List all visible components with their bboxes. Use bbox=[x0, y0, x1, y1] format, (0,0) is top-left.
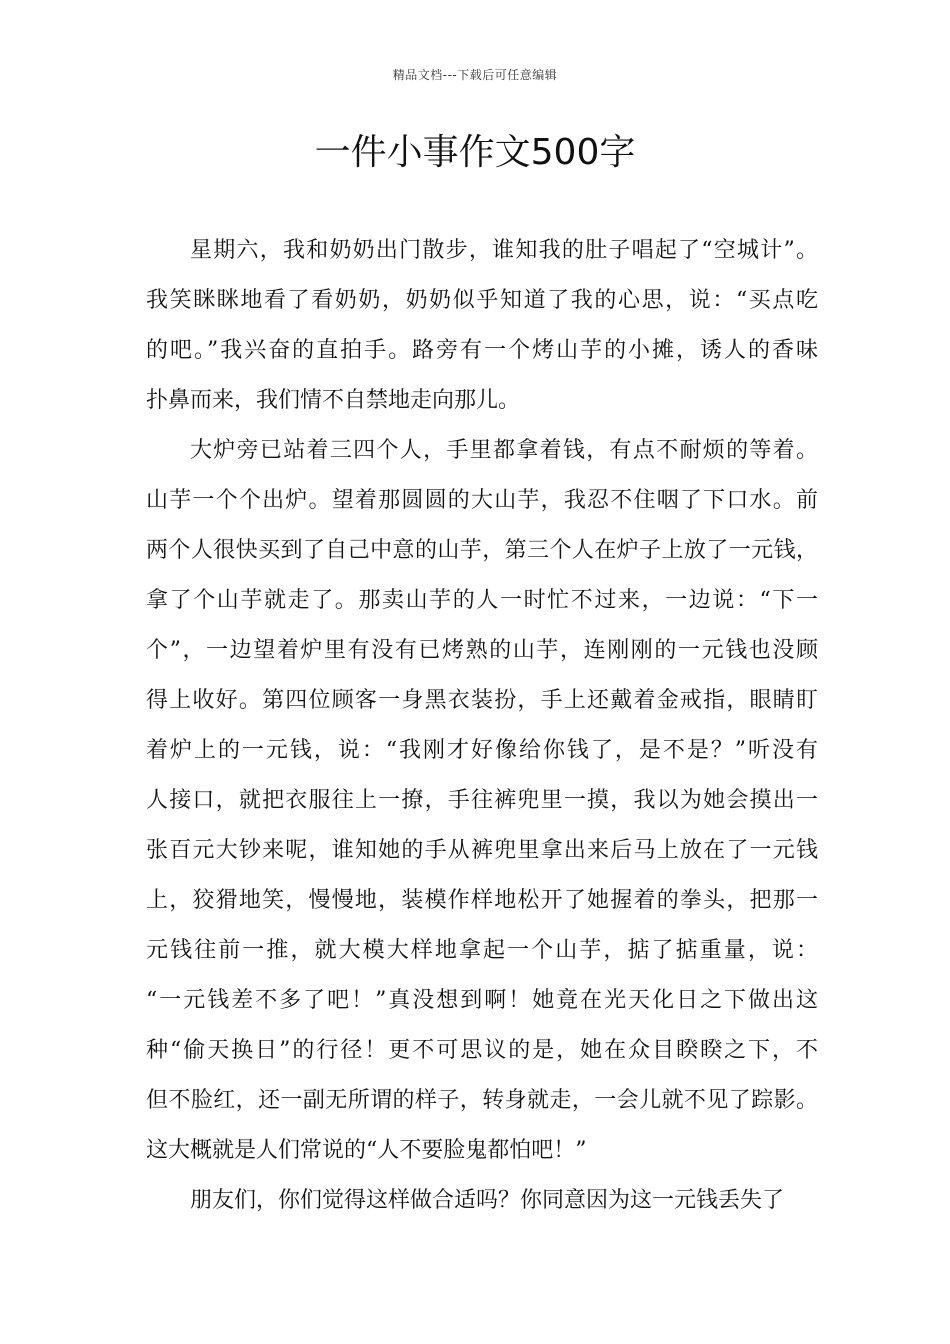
paragraph-line: 种“偷天换日”的行径！更不可思议的是，她在众目睽睽之下，不 bbox=[146, 1038, 818, 1063]
paragraph-line: 的吧。”我兴奋的直拍手。路旁有一个烤山芋的小摊，诱人的香味 bbox=[146, 338, 818, 363]
paragraph-line: “一元钱差不多了吧！”真没想到啊！她竟在光天化日之下做出这 bbox=[146, 988, 818, 1013]
paragraph-1 bbox=[146, 226, 818, 426]
paragraph-line: 个”，一边望着炉里有没有已烤熟的山芋，连刚刚的一元钱也没顾 bbox=[146, 638, 818, 663]
paragraph-line: 大炉旁已站着三四个人，手里都拿着钱，有点不耐烦的等着。 bbox=[190, 438, 818, 463]
paragraph-line: 但不脸红，还一副无所谓的样子，转身就走，一会儿就不见了踪影。 bbox=[146, 1088, 818, 1113]
paragraph-line: 张百元大钞来呢，谁知她的手从裤兜里拿出来后马上放在了一元钱 bbox=[146, 838, 818, 863]
paragraph-line: 得上收好。第四位顾客一身黑衣装扮，手上还戴着金戒指，眼睛盯 bbox=[146, 688, 818, 713]
paragraph-line: 我笑眯眯地看了看奶奶，奶奶似乎知道了我的心思，说：“买点吃 bbox=[146, 288, 818, 313]
page-header: 精品文档---下载后可任意编辑 bbox=[392, 68, 558, 82]
paragraph-line: 朋友们，你们觉得这样做合适吗？你同意因为这一元钱丢失了 bbox=[190, 1188, 785, 1213]
paragraph-line: 这大概就是人们常说的“人不要脸鬼都怕吧！” bbox=[146, 1138, 587, 1163]
paragraph-3 bbox=[146, 1176, 818, 1226]
paragraph-line: 着炉上的一元钱，说：“我刚才好像给你钱了，是不是？”听没有 bbox=[146, 738, 818, 763]
document-title: 一件小事作文500字 bbox=[314, 132, 636, 173]
paragraph-2 bbox=[146, 426, 818, 1176]
paragraph-line: 两个人很快买到了自己中意的山芋，第三个人在炉子上放了一元钱， bbox=[146, 538, 818, 563]
paragraph-line: 拿了个山芋就走了。那卖山芋的人一时忙不过来，一边说：“下一 bbox=[146, 588, 818, 613]
paragraph-line: 星期六，我和奶奶出门散步，谁知我的肚子唱起了“空城计”。 bbox=[190, 238, 818, 263]
document-body bbox=[146, 226, 818, 1226]
paragraph-line: 山芋一个个出炉。望着那圆圆的大山芋，我忍不住咽了下口水。前 bbox=[146, 488, 818, 513]
paragraph-line: 元钱往前一推，就大模大样地拿起一个山芋，掂了掂重量，说： bbox=[146, 938, 818, 963]
paragraph-line: 上，狡猾地笑，慢慢地，装模作样地松开了她握着的拳头，把那一 bbox=[146, 888, 818, 913]
paragraph-line: 人接口，就把衣服往上一撩，手往裤兜里一摸，我以为她会摸出一 bbox=[146, 788, 818, 813]
paragraph-line: 扑鼻而来，我们情不自禁地走向那儿。 bbox=[146, 388, 521, 413]
